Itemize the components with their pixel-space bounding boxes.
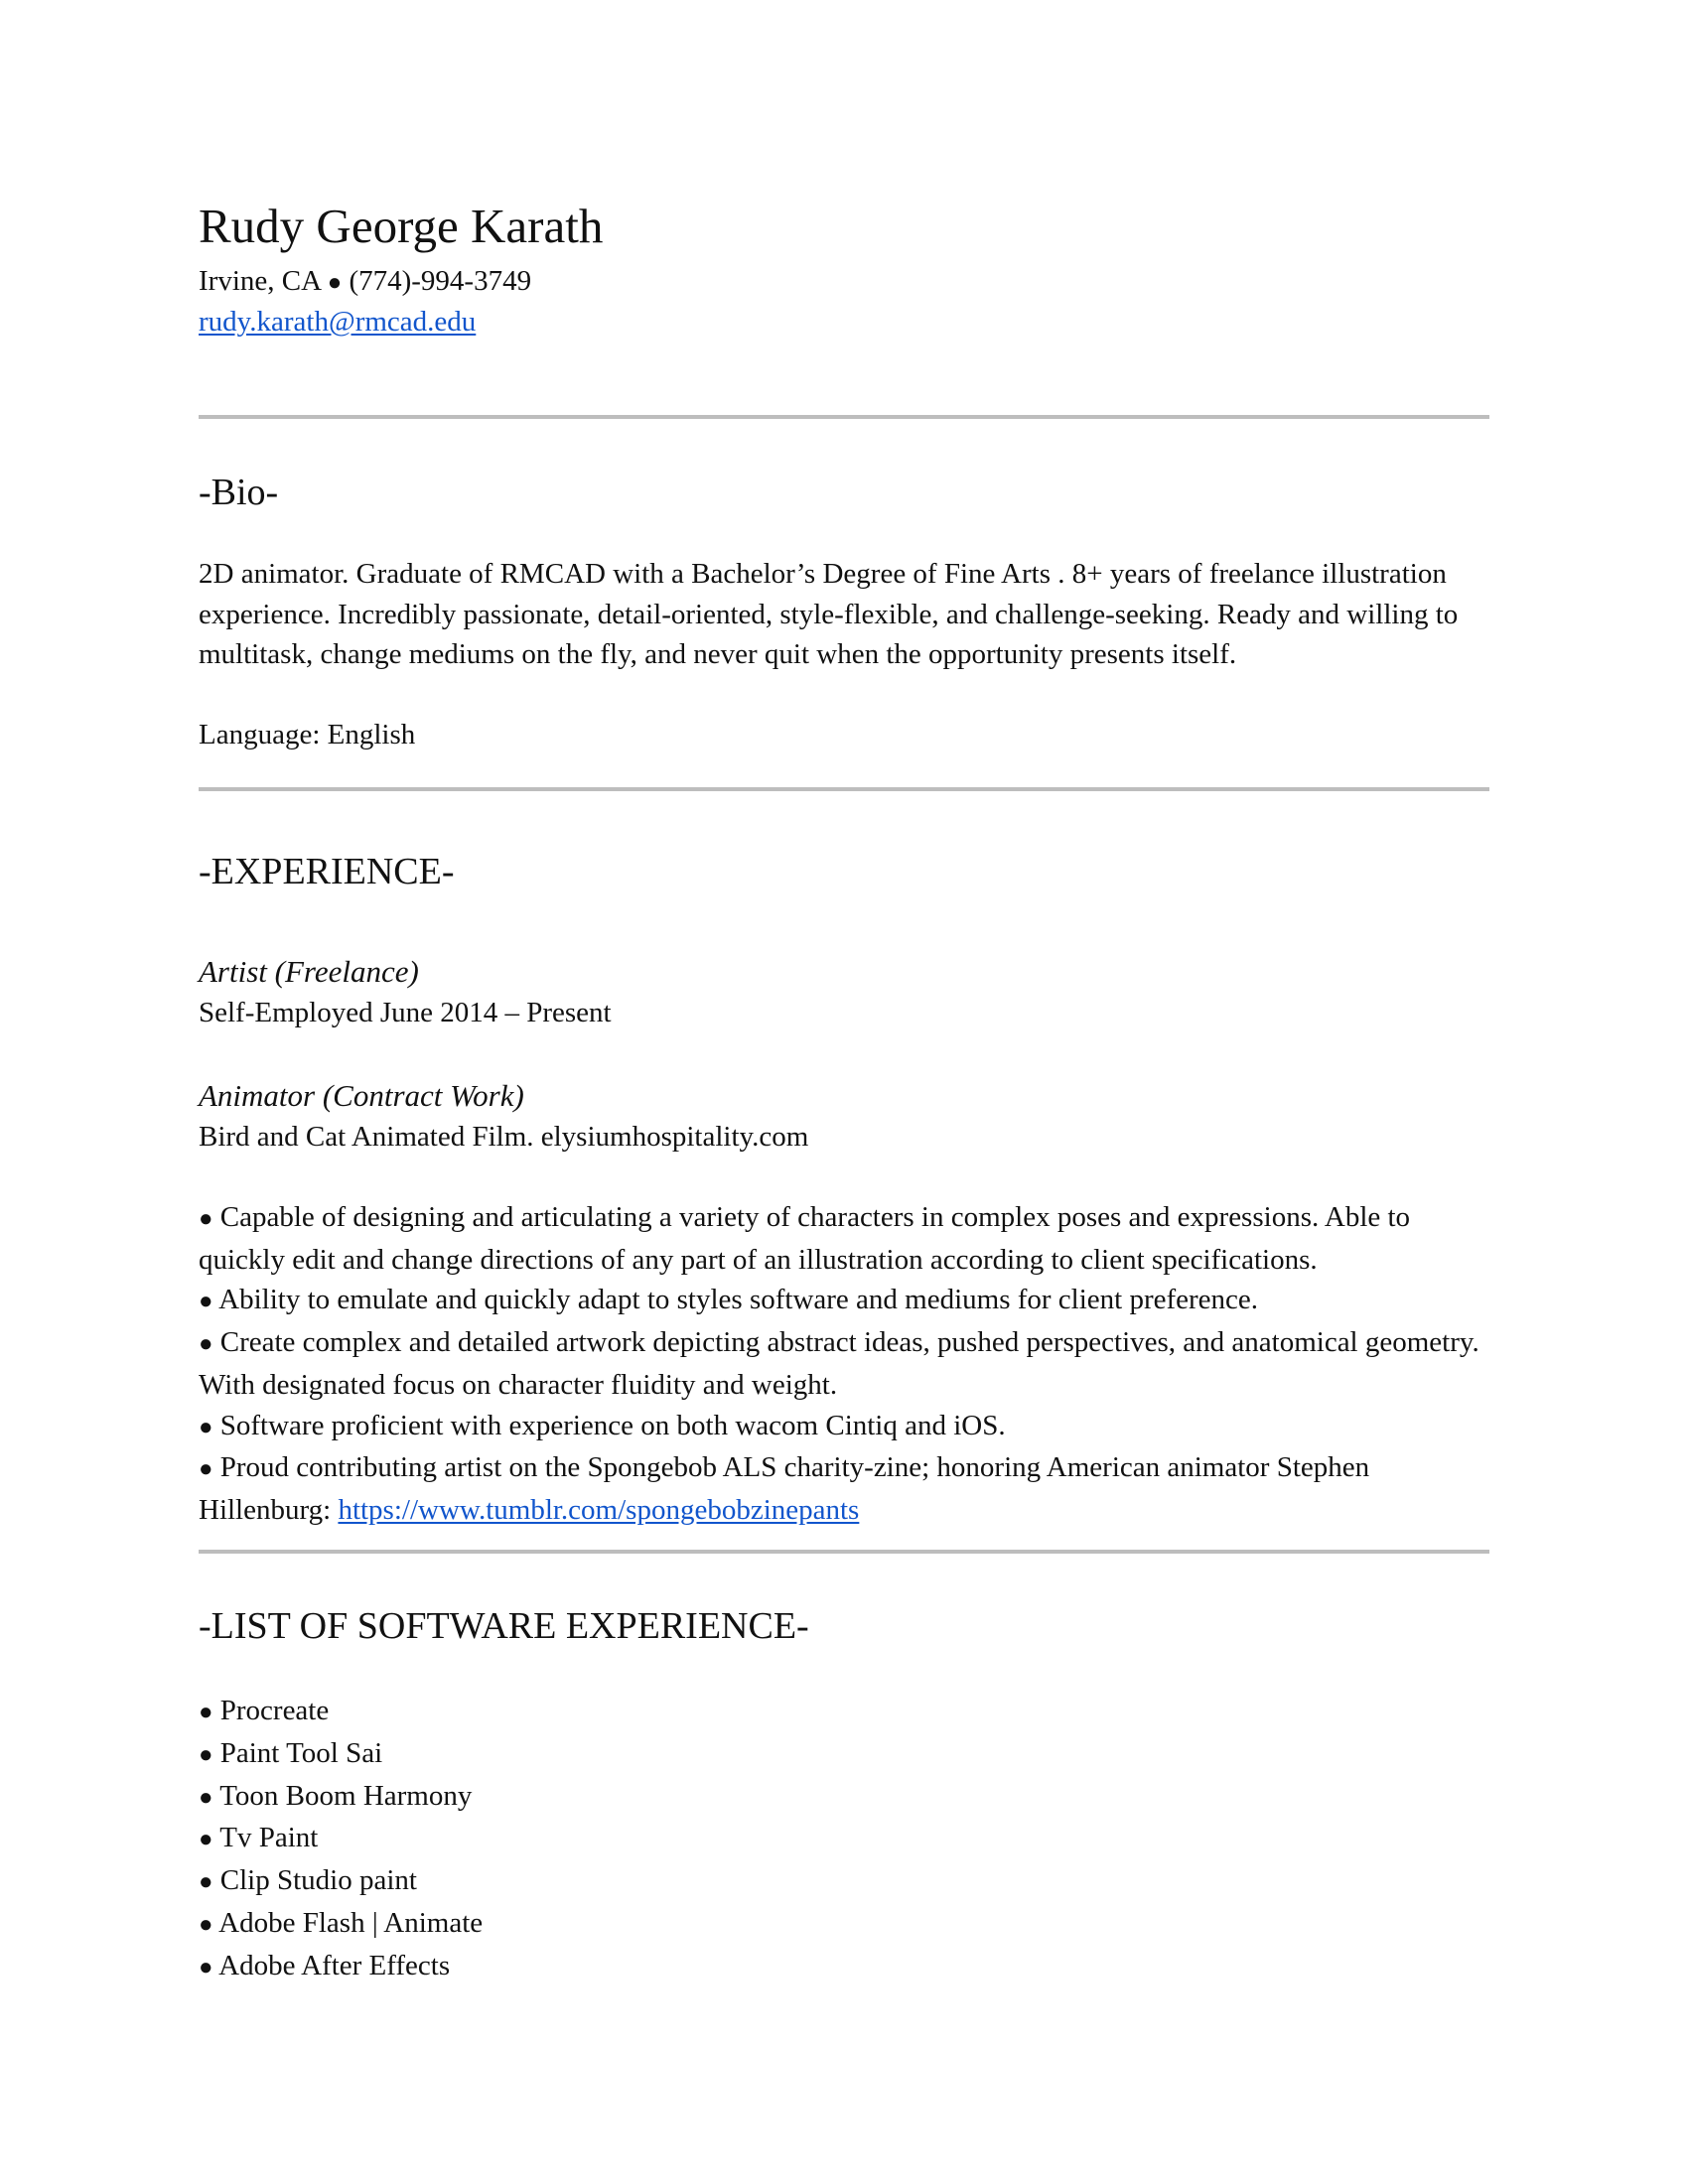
bullet-icon: ● (199, 1911, 213, 1938)
list-item: ● Software proficient with experience on both wacom Cintiq and iOS. (199, 1409, 1006, 1441)
bullet-icon: ● (199, 1456, 213, 1483)
list-item: ● Capable of designing and articulating a variety of characters in complex poses and expressions. Able to quickly edit and change directions of any part of an illustration according to client specifications. (199, 1201, 1411, 1276)
bullet-icon: ● (199, 1954, 213, 1980)
phone-number: (774)-994-3749 (349, 265, 532, 297)
job-employer: Self-Employed June 2014 – Present (199, 997, 612, 1028)
divider (199, 415, 1489, 419)
list-item: ● Clip Studio paint (199, 1864, 417, 1897)
bullet-icon: ● (199, 1414, 213, 1440)
job-title: Artist (Freelance) (199, 954, 419, 989)
bullet-icon: ● (199, 1206, 213, 1232)
list-item: ● Ability to emulate and quickly adapt to styles software and mediums for client preference. (199, 1284, 1259, 1316)
experience-heading: -EXPERIENCE- (199, 851, 455, 892)
job-title: Animator (Contract Work) (199, 1078, 524, 1113)
list-item: ● Create complex and detailed artwork depicting abstract ideas, pushed perspectives, and anatomical geometry. With designated focus on character fluidity and weight. (199, 1326, 1479, 1401)
language-line: Language: English (199, 719, 416, 751)
bullet-icon: ● (199, 1741, 213, 1768)
list-item: ● Adobe After Effects (199, 1949, 451, 1981)
bullet-icon: ● (199, 1869, 213, 1896)
bio-paragraph: 2D animator. Graduate of RMCAD with a Bachelor’s Degree of Fine Arts . 8+ years of freelance illustration experience. Incredibly passionate, detail-oriented, style-flexible, and challenge-seeking. Ready and willing to multitask, change mediums on the fly, and never quit when the opportunity presents itself. (199, 558, 1459, 671)
bullet-icon: ● (199, 1700, 213, 1725)
bullet-icon: ● (199, 1827, 213, 1853)
resume-name: Rudy George Karath (199, 199, 604, 253)
bullet-icon: ● (199, 1289, 213, 1315)
bullet-separator: ● (327, 270, 343, 296)
bullet-icon: ● (199, 1331, 213, 1358)
contact-line (199, 261, 531, 303)
list-item: ● Tv Paint (199, 1822, 319, 1854)
email-line (199, 302, 476, 341)
software-list (199, 1691, 483, 1988)
bullet-icon: ● (199, 1784, 213, 1811)
list-item: ● Proud contributing artist on the Spongebob ALS charity-zine; honoring American animator Stephen Hillenburg: https://www.tumblr.com/spongebobzinepants (199, 1451, 1370, 1526)
zine-link[interactable]: https://www.tumblr.com/spongebobzinepants (338, 1493, 860, 1526)
job-employer: Bird and Cat Animated Film. elysiumhospitality.com (199, 1121, 809, 1153)
list-item: ● Paint Tool Sai (199, 1736, 383, 1769)
list-item: ● Adobe Flash | Animate (199, 1906, 484, 1939)
experience-bullets (199, 1197, 1489, 1531)
divider (199, 1550, 1489, 1554)
location: Irvine, CA (199, 265, 328, 297)
bio-heading: -Bio- (199, 472, 279, 513)
email-link[interactable]: rudy.karath@rmcad.edu (199, 306, 477, 338)
list-item: ● Toon Boom Harmony (199, 1779, 473, 1812)
software-heading: -LIST OF SOFTWARE EXPERIENCE- (199, 1605, 809, 1647)
divider (199, 787, 1489, 791)
list-item: ● Procreate (199, 1695, 330, 1726)
